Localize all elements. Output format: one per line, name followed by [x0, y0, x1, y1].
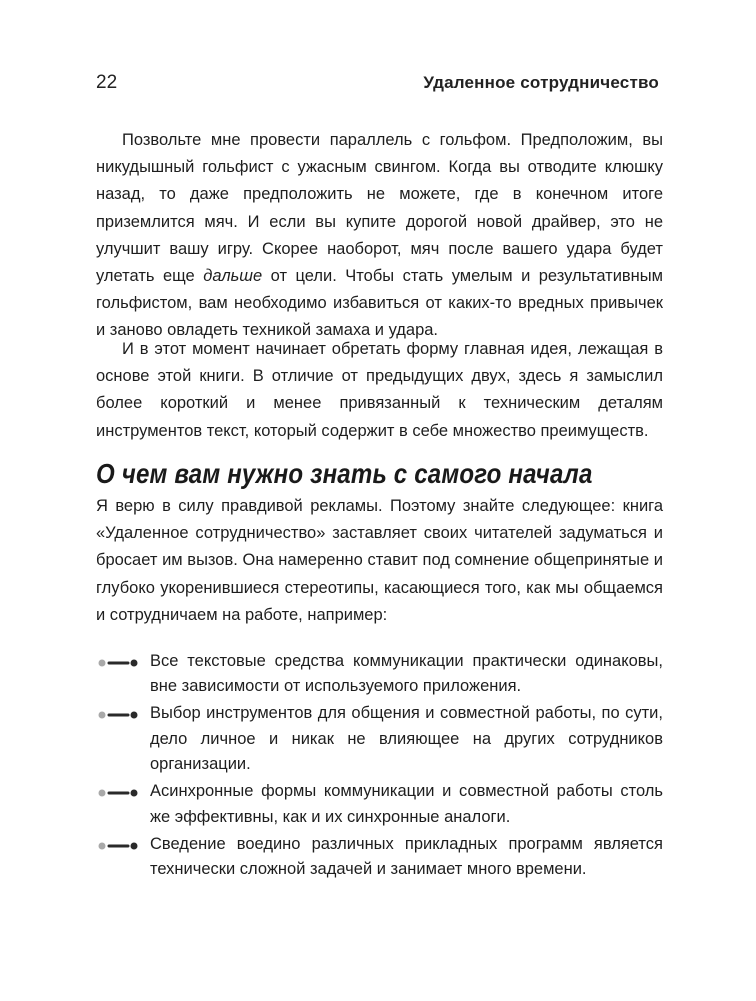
- list-item: [96, 832, 663, 883]
- section-intro-text: Я верю в силу правдивой рекламы. Поэтому знайте следующее: книга «Удаленное сотрудничество» заставляет своих читателей задуматься и бросает им вызов. Она намеренно ставит под сомнение общепринятые и глубоко укоренившиеся стереотипы, касающиеся того, как мы общаемся и сотрудничаем на работе, например:: [96, 497, 663, 624]
- list-item: [96, 701, 663, 777]
- dot-dash-bullet-icon: [98, 659, 142, 667]
- section-heading: О чем вам нужно знать с самого начала: [96, 458, 593, 489]
- list-item-text: Асинхронные формы коммуникации и совместной работы столь же эффективны, как и их синхронные аналоги.: [150, 782, 663, 826]
- paragraph-golf-text-a: Позвольте мне провести параллель с гольфом. Предположим, вы никудышный гольфист с ужасным свингом. Когда вы отводите клюшку назад, то даже предположить не можете, где в конечном итоге приземлится мяч. И если вы купите дорогой новой драйвер, это не улучшит вашу игру. Скорее наоборот, мяч после вашего удара будет улетать еще: [96, 131, 663, 286]
- list-item-text: Выбор инструментов для общения и совместной работы, по сути, дело личное и никак не влияющее на других сотрудников организации.: [150, 704, 663, 774]
- dot-dash-bullet-icon: [98, 711, 142, 719]
- emphasis-dalshe: дальше: [203, 267, 263, 286]
- paragraph-golf: [96, 127, 663, 345]
- dot-dash-bullet-icon: [98, 789, 142, 797]
- paragraph-golf-text-b: от цели. Чтобы стать умелым и результативным гольфистом, вам необходимо избавиться от каких-то вредных привычек и заново овладеть техникой замаха и удара.: [96, 267, 663, 340]
- list-item: [96, 779, 663, 830]
- running-title: Удаленное сотрудничество: [423, 73, 659, 92]
- list-item-text: Сведение воедино различных прикладных программ является технически сложной задачей и занимает много времени.: [150, 834, 663, 879]
- list-item-text: Все текстовые средства коммуникации практически одинаковы, вне зависимости от используемого приложения.: [150, 652, 663, 696]
- page-header: [96, 72, 659, 102]
- section-intro: [96, 493, 663, 629]
- list-item: [96, 649, 663, 700]
- paragraph-main-idea: [96, 336, 663, 445]
- paragraph-main-idea-text: И в этот момент начинает обретать форму главная идея, лежащая в основе этой книги. В отличие от предыдущих двух, здесь я замыслил более короткий и менее привязанный к техническим деталям инструментов текст, который содержит в себе множество преимуществ.: [96, 340, 663, 440]
- page-number: 22: [96, 72, 118, 93]
- bullet-list: [96, 649, 663, 884]
- dot-dash-bullet-icon: [98, 842, 142, 850]
